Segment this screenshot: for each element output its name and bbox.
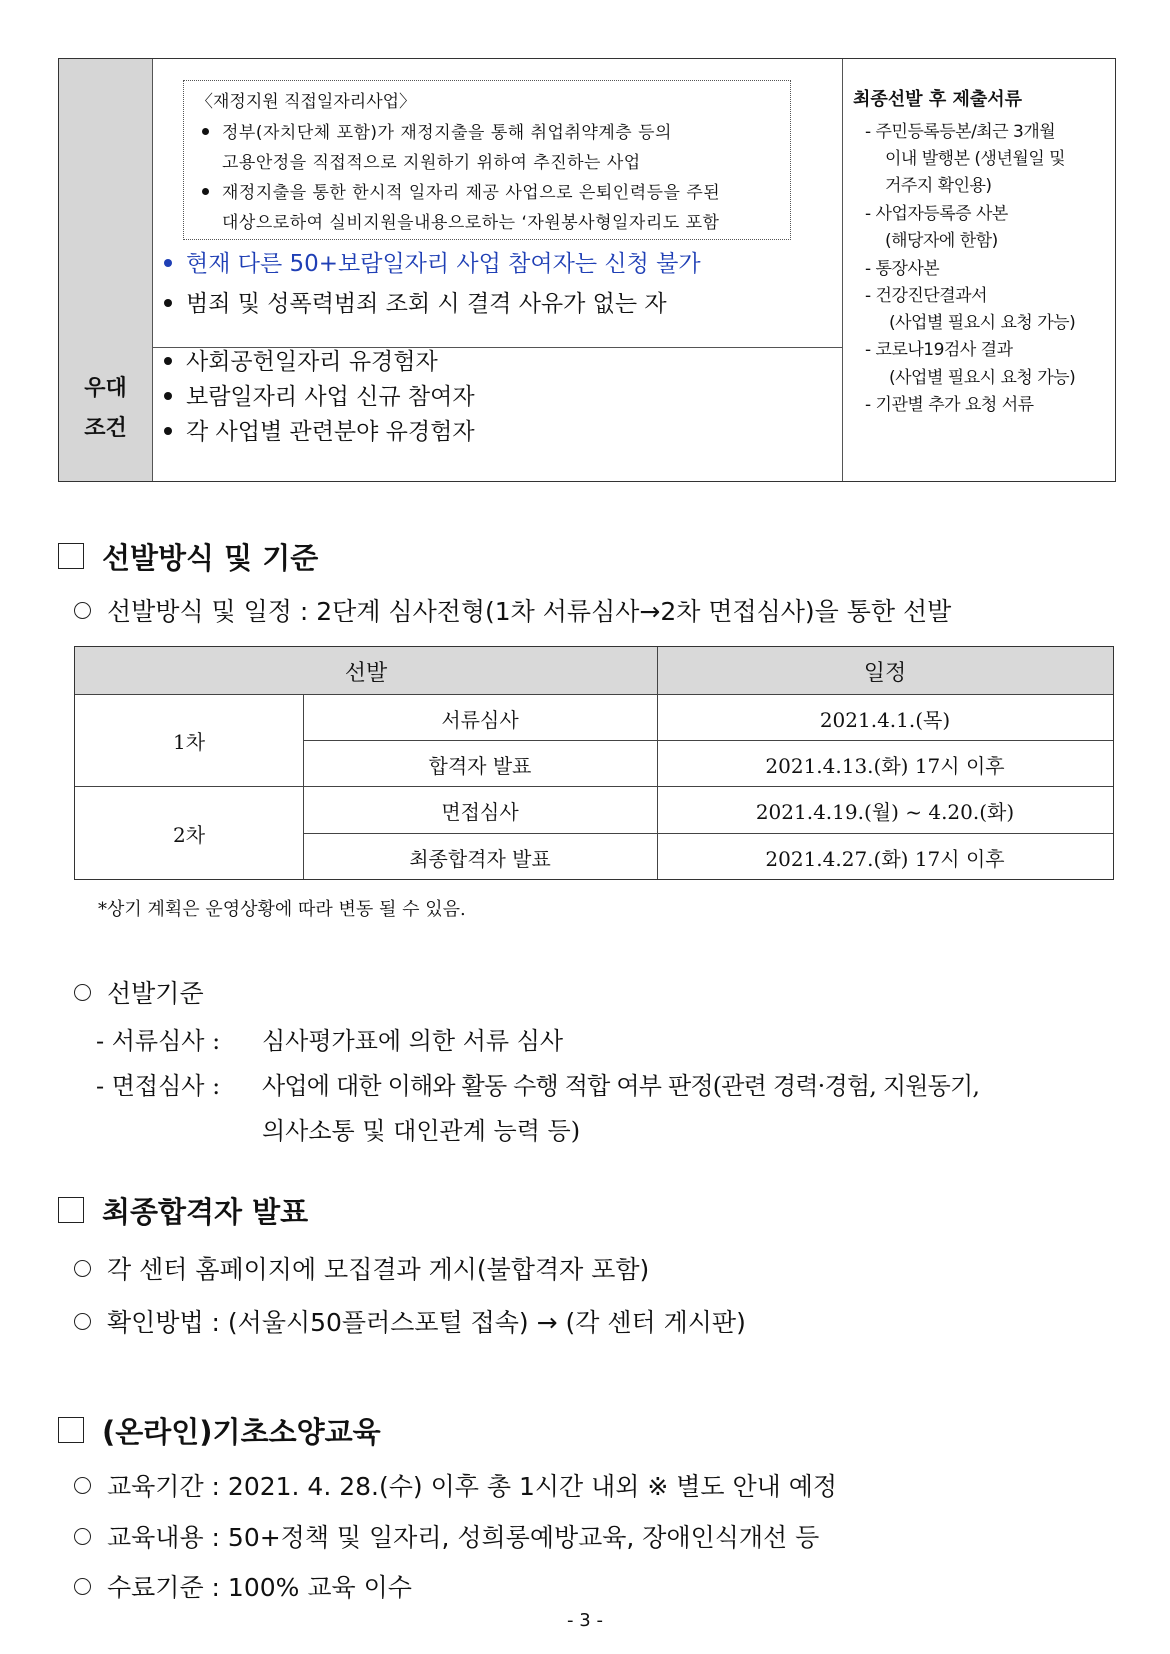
- stage-cell: 1차: [172, 730, 206, 754]
- preference-label-line: 조건: [84, 416, 127, 441]
- step-cell: 합격자 발표: [428, 754, 532, 778]
- section-heading: [58, 536, 318, 577]
- circle-bullet-icon: [74, 1313, 91, 1330]
- square-icon: [58, 1417, 84, 1443]
- box-line: 정부(자치단체 포함)가 재정지출을 통해 취업취약계층 등의: [222, 123, 672, 143]
- preference-item-text: 각 사업별 관련분야 유경험자: [186, 419, 475, 445]
- education-line-text: 수료기준 : 100% 교육 이수: [107, 1573, 412, 1602]
- criteria-interview-text: 의사소통 및 대인관계 능력 등): [262, 1117, 581, 1145]
- header-selection: 선발: [344, 661, 388, 686]
- criteria-title-text: 선발기준: [107, 979, 204, 1008]
- eligibility-item-text: 현재 다른 50+보람일자리 사업 참여자는 신청 불가: [186, 251, 701, 277]
- schedule-table: [74, 646, 1114, 880]
- row-divider: [303, 833, 1113, 834]
- method-line: [74, 592, 951, 628]
- education-line-text: 교육내용 : 50+정책 및 일자리, 성희롱예방교육, 장애인식개선 등: [107, 1523, 820, 1552]
- eligibility-table: [58, 58, 1116, 482]
- education-line: [74, 1467, 837, 1503]
- box-title: 〈재정지원 직접일자리사업〉: [196, 92, 417, 112]
- section-heading: [58, 1190, 308, 1231]
- criteria-interview-label: - 면접심사 :: [96, 1072, 221, 1100]
- circle-bullet-icon: [74, 1528, 91, 1545]
- date-cell: 2021.4.13.(화) 17시 이후: [765, 754, 1005, 778]
- circle-bullet-icon: [74, 602, 91, 619]
- header-schedule: 일정: [863, 661, 907, 686]
- criteria-interview-text: 사업에 대한 이해와 활동 수행 적합 여부 판정(관련 경력·경험, 지원동기,: [262, 1072, 980, 1100]
- column-divider: [842, 59, 843, 481]
- square-icon: [58, 1197, 84, 1223]
- direct-job-definition-box: [183, 80, 791, 240]
- square-icon: [58, 543, 84, 569]
- doc-line: - 주민등록등본/최근 3개월: [865, 122, 1056, 142]
- bullet-dot: [164, 357, 172, 365]
- box-line: 고용안정을 직접적으로 지원하기 위하여 추진하는 사업: [222, 153, 641, 173]
- preference-label: [59, 369, 152, 449]
- preference-label-line: 우대: [84, 376, 127, 401]
- preference-item-text: 사회공헌일자리 유경험자: [186, 349, 438, 375]
- doc-line: - 사업자등록증 사본: [865, 204, 1008, 224]
- doc-line: - 건강진단결과서: [865, 286, 987, 306]
- step-cell: 면접심사: [441, 800, 519, 824]
- eligibility-item: [164, 285, 667, 318]
- date-cell: 2021.4.1.(목): [819, 708, 951, 732]
- section-heading: [58, 1410, 381, 1451]
- final-line-text: 각 센터 홈페이지에 모집결과 게시(불합격자 포함): [107, 1255, 650, 1284]
- page-number: - 3 -: [567, 1610, 603, 1631]
- preference-item-text: 보람일자리 사업 신규 참여자: [186, 384, 475, 410]
- eligibility-item-text: 범죄 및 성폭력범죄 조회 시 결격 사유가 없는 자: [186, 291, 667, 317]
- box-line: 대상으로하여 실비지원을내용으로하는 ‘자원봉사형일자리도 포함: [222, 213, 720, 233]
- row-divider: [303, 740, 1113, 741]
- date-cell: 2021.4.19.(월) ~ 4.20.(화): [755, 800, 1015, 824]
- criteria-doc-text: 심사평가표에 의한 서류 심사: [262, 1027, 564, 1055]
- doc-line: - 기관별 추가 요청 서류: [865, 395, 1034, 415]
- criteria-doc-label: - 서류심사 :: [96, 1027, 221, 1055]
- step-cell: 최종합격자 발표: [409, 847, 551, 871]
- section-heading-text: 선발방식 및 기준: [102, 541, 319, 575]
- section-heading-text: 최종합격자 발표: [102, 1195, 309, 1229]
- bullet-dot: [164, 427, 172, 435]
- doc-line: (사업별 필요시 요청 가능): [889, 313, 1076, 333]
- row-divider: [75, 786, 1113, 787]
- section-heading-text: (온라인)기초소양교육: [102, 1415, 381, 1449]
- final-line: [74, 1303, 746, 1339]
- step-cell: 서류심사: [441, 708, 519, 732]
- bullet-dot: [164, 299, 172, 307]
- schedule-note: *상기 계획은 운영상황에 따라 변동 될 수 있음.: [98, 899, 466, 920]
- doc-line: - 코로나19검사 결과: [865, 340, 1013, 360]
- bullet-dot: [202, 188, 209, 195]
- final-line-text: 확인방법 : (서울시50플러스포털 접속) → (각 센터 게시판): [107, 1308, 746, 1337]
- doc-line: - 통장사본: [865, 259, 940, 279]
- doc-line: 이내 발행본 (생년월일 및: [885, 149, 1066, 169]
- stage-cell: 2차: [172, 823, 206, 847]
- required-docs-title: 최종선발 후 제출서류: [853, 89, 1023, 110]
- doc-line: (사업별 필요시 요청 가능): [889, 368, 1076, 388]
- doc-line: (해당자에 한함): [885, 231, 998, 251]
- doc-line: 거주지 확인용): [885, 176, 992, 196]
- bullet-dot: [164, 392, 172, 400]
- eligibility-item: [164, 245, 701, 278]
- final-line: [74, 1250, 649, 1286]
- circle-bullet-icon: [74, 1477, 91, 1494]
- preference-item: [164, 413, 475, 446]
- method-line-text: 선발방식 및 일정 : 2단계 심사전형(1차 서류심사→2차 면접심사)을 통한 선발: [107, 597, 952, 626]
- bullet-dot: [202, 128, 209, 135]
- circle-bullet-icon: [74, 984, 91, 1001]
- date-cell: 2021.4.27.(화) 17시 이후: [765, 847, 1005, 871]
- education-line-text: 교육기간 : 2021. 4. 28.(수) 이후 총 1시간 내외 ※ 별도 안내 예정: [107, 1472, 838, 1501]
- preference-item: [164, 343, 438, 376]
- education-line: [74, 1518, 819, 1554]
- box-line: 재정지출을 통한 한시적 일자리 제공 사업으로 은퇴인력등을 주된: [222, 183, 721, 203]
- bullet-dot: [164, 259, 172, 267]
- education-line: [74, 1568, 412, 1604]
- circle-bullet-icon: [74, 1578, 91, 1595]
- preference-item: [164, 378, 475, 411]
- circle-bullet-icon: [74, 1260, 91, 1277]
- criteria-title: [74, 974, 204, 1010]
- eligibility-label-cell: [59, 59, 153, 348]
